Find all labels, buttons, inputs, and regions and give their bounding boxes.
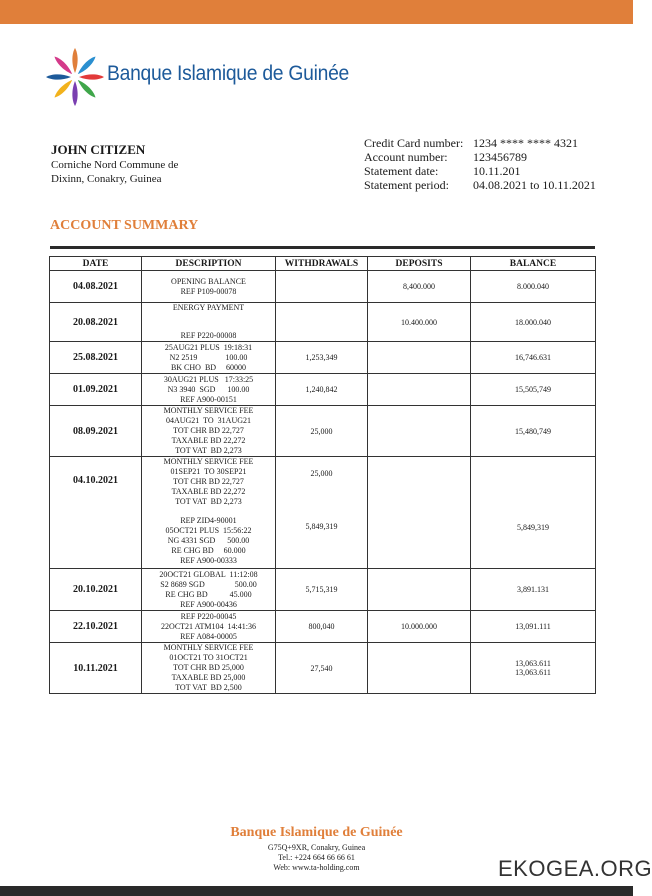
- withdrawal-value: 5,849,319: [305, 522, 338, 531]
- row-balance: 15,480,749: [471, 406, 596, 457]
- row-deposit: [368, 342, 471, 374]
- desc-line: REF A084-00005: [180, 631, 237, 641]
- desc-line: REF P220-00045: [180, 611, 237, 621]
- desc-line: REF P220-00008: [180, 331, 237, 340]
- balance-value: 5,849,319: [517, 523, 549, 532]
- column-header-withdrawals: WITHDRAWALS: [276, 257, 368, 271]
- table-row: [50, 342, 596, 374]
- row-deposit: [368, 569, 471, 611]
- desc-line: 25AUG21 PLUS 19:18:31: [164, 342, 253, 352]
- desc-line: MONTHLY SERVICE FEE: [163, 643, 254, 652]
- desc-line: 05OCT21 PLUS 15:56:22: [165, 526, 252, 535]
- row-deposit: 10.000.000: [368, 611, 471, 643]
- desc-line: TOT VAT BD 2,273: [175, 497, 242, 506]
- row-balance: 13,091.111: [471, 611, 596, 643]
- desc-line: TAXABLE BD 25,000: [171, 673, 246, 682]
- row-balance: 8.000.040: [471, 271, 596, 303]
- info-row-statement-period: [364, 178, 596, 192]
- desc-line: TOT VAT BD 2,500: [175, 683, 242, 692]
- row-withdrawal: [276, 457, 368, 569]
- desc-line: MONTHLY SERVICE FEE: [163, 406, 254, 415]
- row-date: 20.08.2021: [50, 303, 142, 342]
- desc-line: TAXABLE BD 22,272: [171, 487, 246, 496]
- desc-line: 20OCT21 GLOBAL 11:12:08: [159, 569, 258, 579]
- row-description: [142, 303, 276, 342]
- column-header-description: DESCRIPTION: [142, 257, 276, 271]
- info-label: Statement period:: [364, 178, 449, 192]
- row-description: [142, 569, 276, 611]
- balance-value: 13,063.611: [515, 668, 551, 677]
- summary-divider: [50, 246, 595, 249]
- desc-line: ENERGY PAYMENT: [172, 303, 245, 312]
- desc-line: TOT VAT BD 2,273: [175, 446, 242, 455]
- withdrawal-value: 25,000: [310, 469, 333, 478]
- row-deposit: [368, 643, 471, 694]
- desc-line: RE CHG BD 45.000: [165, 589, 252, 599]
- row-date: 04.08.2021: [50, 271, 142, 303]
- row-description: [142, 271, 276, 303]
- desc-line: NG 4331 SGD 500.00: [167, 536, 250, 545]
- column-header-deposits: DEPOSITS: [368, 257, 471, 271]
- row-date: 08.09.2021: [50, 406, 142, 457]
- row-date: 20.10.2021: [50, 569, 142, 611]
- watermark-text: EKOGEA.ORG: [498, 856, 652, 881]
- desc-line: TOT CHR BD 22,727: [173, 426, 244, 435]
- info-value: 04.08.2021 to 10.11.2021: [473, 178, 596, 192]
- row-date: 22.10.2021: [50, 611, 142, 643]
- table-row: [50, 303, 596, 342]
- row-description: [142, 342, 276, 374]
- info-value: 10.11.201: [473, 164, 521, 178]
- desc-line: REP ZID4-90001: [180, 516, 237, 525]
- row-withdrawal: [276, 303, 368, 342]
- table-row: [50, 406, 596, 457]
- row-balance: 16,746.631: [471, 342, 596, 374]
- customer-name: JOHN CITIZEN: [51, 142, 146, 157]
- footer-bank-name: Banque Islamique de Guinée: [230, 825, 403, 840]
- table-row: [50, 611, 596, 643]
- top-accent-bar: [0, 0, 633, 24]
- info-label: Credit Card number:: [364, 136, 464, 150]
- row-description: [142, 643, 276, 694]
- desc-spacer: [142, 322, 275, 331]
- row-withdrawal: [276, 271, 368, 303]
- desc-spacer: [142, 507, 275, 516]
- statement-table: [49, 256, 596, 694]
- customer-address-line1: Corniche Nord Commune de: [51, 159, 179, 171]
- desc-spacer: [142, 313, 275, 322]
- row-description: [142, 406, 276, 457]
- table-row: [50, 569, 596, 611]
- desc-line: BK CHO BD 60000: [170, 362, 247, 372]
- desc-line: REF A900-00333: [180, 556, 237, 565]
- row-deposit: 8,400.000: [368, 271, 471, 303]
- row-withdrawal: 27,540: [276, 643, 368, 694]
- footer-phone: Tel.: +224 664 66 66 61: [278, 853, 355, 862]
- desc-line: S2 8689 SGD 500.00: [160, 579, 257, 589]
- account-info-block: [364, 136, 596, 192]
- desc-line: RE CHG BD 60.000: [171, 546, 246, 555]
- row-balance: [471, 457, 596, 569]
- row-deposit: [368, 457, 471, 569]
- desc-line: 01SEP21 TO 30SEP21: [170, 467, 247, 476]
- account-summary-title: ACCOUNT SUMMARY: [50, 218, 199, 233]
- desc-line: REF A900-00151: [180, 394, 237, 404]
- desc-line: TAXABLE BD 22,272: [171, 436, 246, 445]
- info-row-account: [364, 150, 596, 164]
- desc-line: 04AUG21 TO 31AUG21: [165, 416, 252, 425]
- info-row-card: [364, 136, 596, 150]
- table-header-row: [50, 257, 596, 271]
- desc-line: TOT CHR BD 22,727: [173, 477, 244, 486]
- desc-line: N3 3940 SGD 100.00: [167, 384, 250, 394]
- row-withdrawal: 25,000: [276, 406, 368, 457]
- row-deposit: [368, 406, 471, 457]
- row-deposit: [368, 374, 471, 406]
- row-date: 25.08.2021: [50, 342, 142, 374]
- desc-line: TOT CHR BD 25,000: [173, 663, 244, 672]
- row-deposit: 10.400.000: [368, 303, 471, 342]
- row-withdrawal: 1,253,349: [276, 342, 368, 374]
- table-row: [50, 374, 596, 406]
- table-row: [50, 643, 596, 694]
- balance-value: 13,063.611: [515, 659, 551, 668]
- desc-line: 30AUG21 PLUS 17:33:25: [163, 374, 254, 384]
- row-description: [142, 374, 276, 406]
- desc-line: REF P109-00078: [180, 286, 237, 296]
- row-balance: [471, 643, 596, 694]
- desc-line: 22OCT21 ATM104 14:41:36: [161, 621, 256, 631]
- footer-website: Web: www.ta-holding.com: [273, 863, 360, 872]
- bottom-bar: [0, 886, 633, 896]
- footer-address: G75Q+9XR, Conakry, Guinea: [267, 843, 366, 852]
- row-date: 01.09.2021: [50, 374, 142, 406]
- column-header-balance: BALANCE: [471, 257, 596, 271]
- column-header-date: DATE: [50, 257, 142, 271]
- bank-logo-icon: [44, 46, 106, 108]
- row-description: [142, 457, 276, 569]
- row-balance: 3,891.131: [471, 569, 596, 611]
- info-value: 123456789: [473, 150, 527, 164]
- row-withdrawal: 5,715,319: [276, 569, 368, 611]
- info-label: Statement date:: [364, 164, 439, 178]
- row-balance: 15,505,749: [471, 374, 596, 406]
- row-withdrawal: 1,240,842: [276, 374, 368, 406]
- info-row-statement-date: [364, 164, 596, 178]
- row-balance: 18.000.040: [471, 303, 596, 342]
- table-row: [50, 457, 596, 569]
- desc-line: 01OCT21 TO 31OCT21: [169, 653, 248, 662]
- row-date: 04.10.2021: [50, 457, 142, 569]
- row-date: 10.11.2021: [50, 643, 142, 694]
- info-value: 1234 **** **** 4321: [473, 136, 578, 150]
- desc-line: N2 2519 100.00: [169, 352, 248, 362]
- customer-address-line2: Dixinn, Conakry, Guinea: [51, 173, 162, 185]
- desc-line: OPENING BALANCE: [171, 276, 246, 286]
- desc-line: REF A900-00436: [180, 599, 237, 609]
- info-label: Account number:: [364, 150, 448, 164]
- bank-name-logo-text: Banque Islamique de Guinée: [107, 62, 350, 85]
- row-description: [142, 611, 276, 643]
- table-row: [50, 271, 596, 303]
- row-withdrawal: 800,040: [276, 611, 368, 643]
- desc-line: MONTHLY SERVICE FEE: [163, 457, 254, 466]
